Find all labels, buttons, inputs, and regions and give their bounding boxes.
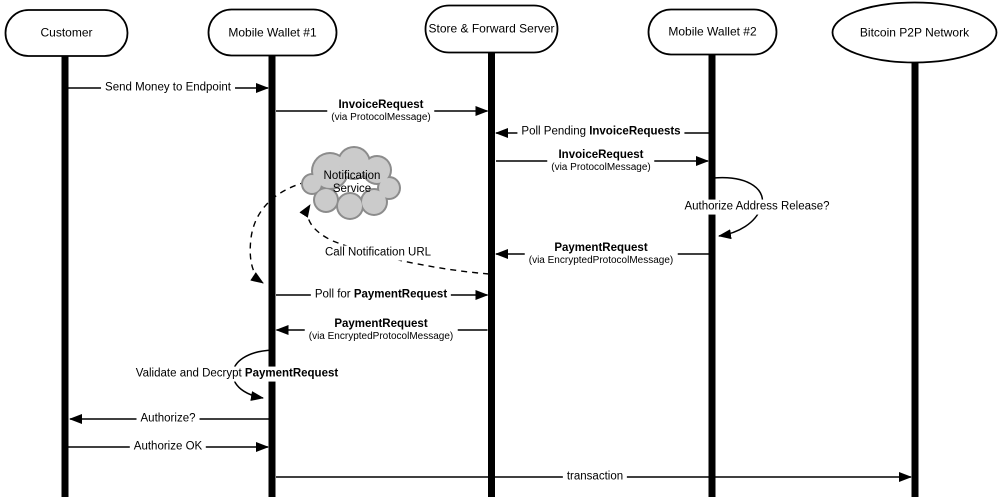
message-name: InvoiceRequests xyxy=(589,125,681,138)
message-name: InvoiceRequest xyxy=(558,148,644,161)
message-label-payment-request-2 xyxy=(305,317,458,343)
message-via: (via ProtocolMessage) xyxy=(551,161,651,173)
message-label-poll-for-payment xyxy=(311,288,451,303)
lifeline-store-forward-server xyxy=(488,52,495,497)
message-prefix: Validate and Decrypt xyxy=(135,367,245,380)
actor-label-mobile-wallet-2: Mobile Wallet #2 xyxy=(668,24,757,39)
actor-label-store-forward-server: Store & Forward Server xyxy=(428,21,555,36)
message-label-invoice-request-1 xyxy=(327,98,434,124)
actor-label-bitcoin-p2p: Bitcoin P2P Network xyxy=(859,24,970,39)
message-name: InvoiceRequest xyxy=(338,98,424,111)
message-name: PaymentRequest xyxy=(244,367,339,380)
message-label-transaction: transaction xyxy=(563,470,627,485)
message-label-authorize-q: Authorize? xyxy=(137,412,200,427)
dashed-arrow-notify-wallet xyxy=(250,182,306,283)
message-name: PaymentRequest xyxy=(334,317,428,330)
message-label-authorize-ok: Authorize OK xyxy=(130,440,206,455)
message-label-invoice-request-2 xyxy=(547,148,654,174)
message-via: (via ProtocolMessage) xyxy=(331,111,431,123)
message-name: PaymentRequest xyxy=(554,241,648,254)
lifeline-bitcoin-p2p xyxy=(912,62,919,497)
message-label-poll-pending xyxy=(517,125,684,140)
actor-label-mobile-wallet-1: Mobile Wallet #1 xyxy=(228,24,317,39)
message-prefix: Poll for xyxy=(314,288,354,301)
cloud-label-line1: Notification xyxy=(323,170,381,183)
message-label-validate-decrypt xyxy=(132,367,342,382)
message-label-payment-request-1 xyxy=(525,241,678,267)
lifeline-mobile-wallet-2 xyxy=(709,54,716,497)
message-via: (via EncryptedProtocolMessage) xyxy=(528,254,674,266)
lifeline-mobile-wallet-1 xyxy=(269,55,276,497)
message-name: PaymentRequest xyxy=(353,288,448,301)
message-label-call-notification: Call Notification URL xyxy=(321,246,435,261)
dashed-arrow-call-notification xyxy=(308,205,489,274)
actor-label-customer: Customer xyxy=(40,25,93,40)
message-label-send-money: Send Money to Endpoint xyxy=(101,81,235,96)
cloud-label xyxy=(320,169,385,197)
message-prefix: Poll Pending xyxy=(521,125,590,138)
message-label-authorize-address: Authorize Address Release? xyxy=(680,200,833,215)
cloud-label-line2: Service xyxy=(332,183,372,195)
lifeline-customer xyxy=(62,56,69,497)
message-via: (via EncryptedProtocolMessage) xyxy=(308,330,454,342)
